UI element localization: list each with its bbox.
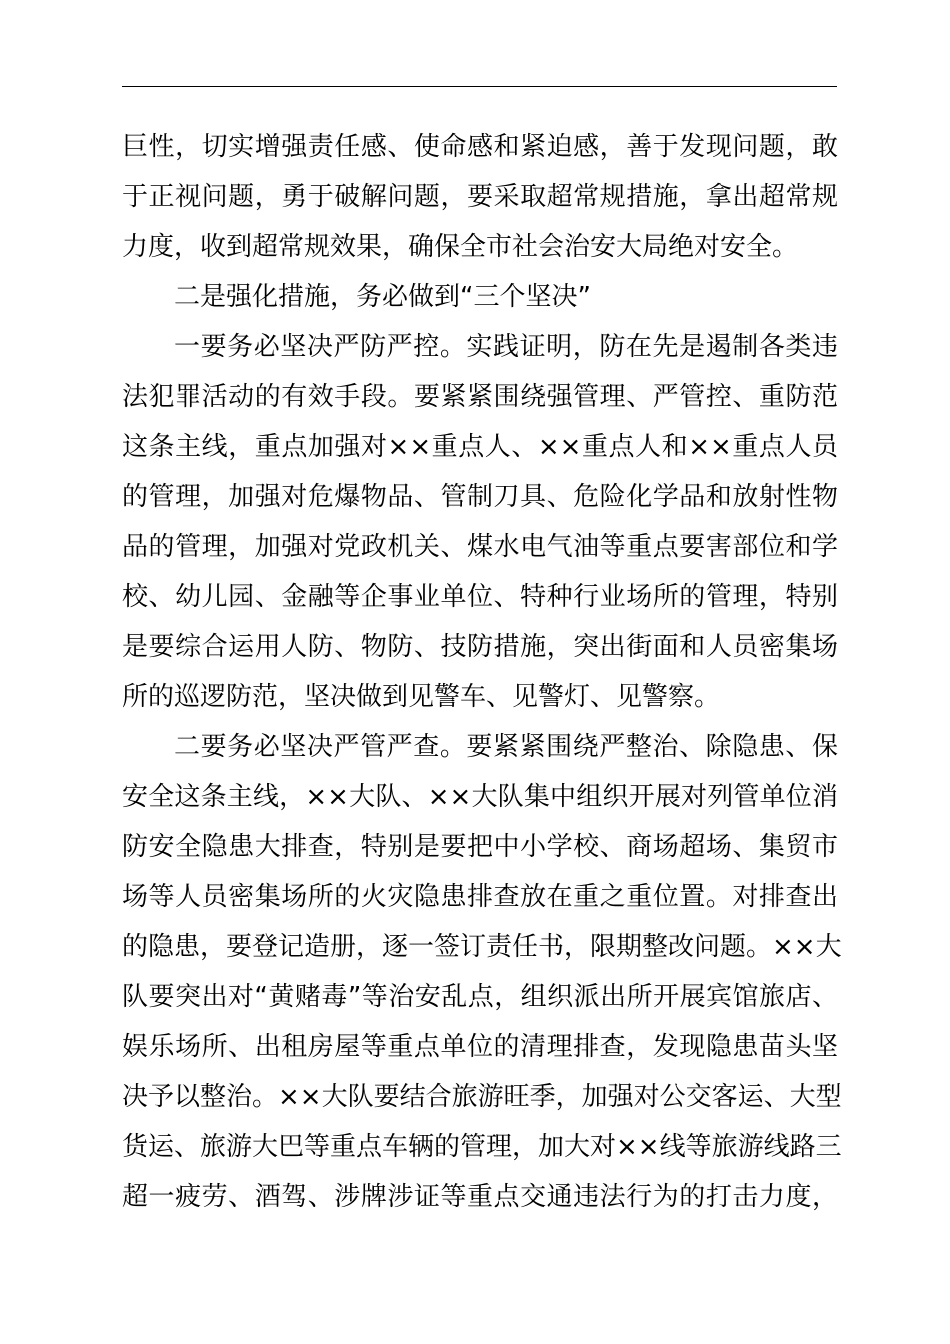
text-line: 是要综合运用人防、物防、技防措施，突出街面和人员密集场 (122, 632, 838, 662)
text-line: 娱乐场所、出租房屋等重点单位的清理排查，发现隐患苗头坚 (122, 1032, 838, 1062)
text-line: 校、幼儿园、金融等企事业单位、特种行业场所的管理，特别 (122, 582, 838, 612)
text-line: 的隐患，要登记造册，逐一签订责任书，限期整改问题。××大 (122, 932, 842, 962)
text-line: 场等人员密集场所的火灾隐患排查放在重之重位置。对排查出 (122, 882, 838, 912)
text-line: 这条主线，重点加强对××重点人、××重点人和××重点人员 (122, 432, 838, 462)
heading-line: 二是强化措施，务必做到“三个坚决” (174, 282, 591, 312)
text-line: 品的管理，加强对党政机关、煤水电气油等重点要害部位和学 (122, 532, 838, 562)
text-line: 的管理，加强对危爆物品、管制刀具、危险化学品和放射性物 (122, 482, 838, 512)
paragraph-continuation (122, 122, 838, 272)
text-line: 一要务必坚决严防严控。实践证明，防在先是遏制各类违 (174, 332, 838, 362)
text-line: 决予以整治。××大队要结合旅游旺季，加强对公交客运、大型 (122, 1082, 842, 1112)
text-line: 所的巡逻防范，坚决做到见警车、见警灯、见警察。 (122, 682, 721, 712)
text-line: 防安全隐患大排查，特别是要把中小学校、商场超场、集贸市 (122, 832, 838, 862)
text-line: 安全这条主线，××大队、××大队集中组织开展对列管单位消 (122, 782, 838, 812)
text-line: 于正视问题，勇于破解问题，要采取超常规措施，拿出超常规 (122, 182, 838, 212)
document-body (122, 122, 842, 1222)
text-line: 法犯罪活动的有效手段。要紧紧围绕强管理、严管控、重防范 (122, 382, 838, 412)
text-line: 队要突出对“黄赌毒”等治安乱点，组织派出所开展宾馆旅店、 (122, 982, 838, 1012)
header-rule (122, 86, 837, 87)
paragraph-inspection (122, 722, 842, 1222)
text-line: 二要务必坚决严管严查。要紧紧围绕严整治、除隐患、保 (174, 732, 838, 762)
text-line: 力度，收到超常规效果，确保全市社会治安大局绝对安全。 (122, 232, 799, 262)
paragraph-prevention (122, 322, 838, 722)
text-line: 巨性，切实增强责任感、使命感和紧迫感，善于发现问题，敢 (122, 132, 838, 162)
section-heading (122, 272, 838, 322)
text-line: 货运、旅游大巴等重点车辆的管理，加大对××线等旅游线路三 (122, 1132, 842, 1162)
text-line: 超一疲劳、酒驾、涉牌涉证等重点交通违法行为的打击力度， (122, 1182, 838, 1212)
